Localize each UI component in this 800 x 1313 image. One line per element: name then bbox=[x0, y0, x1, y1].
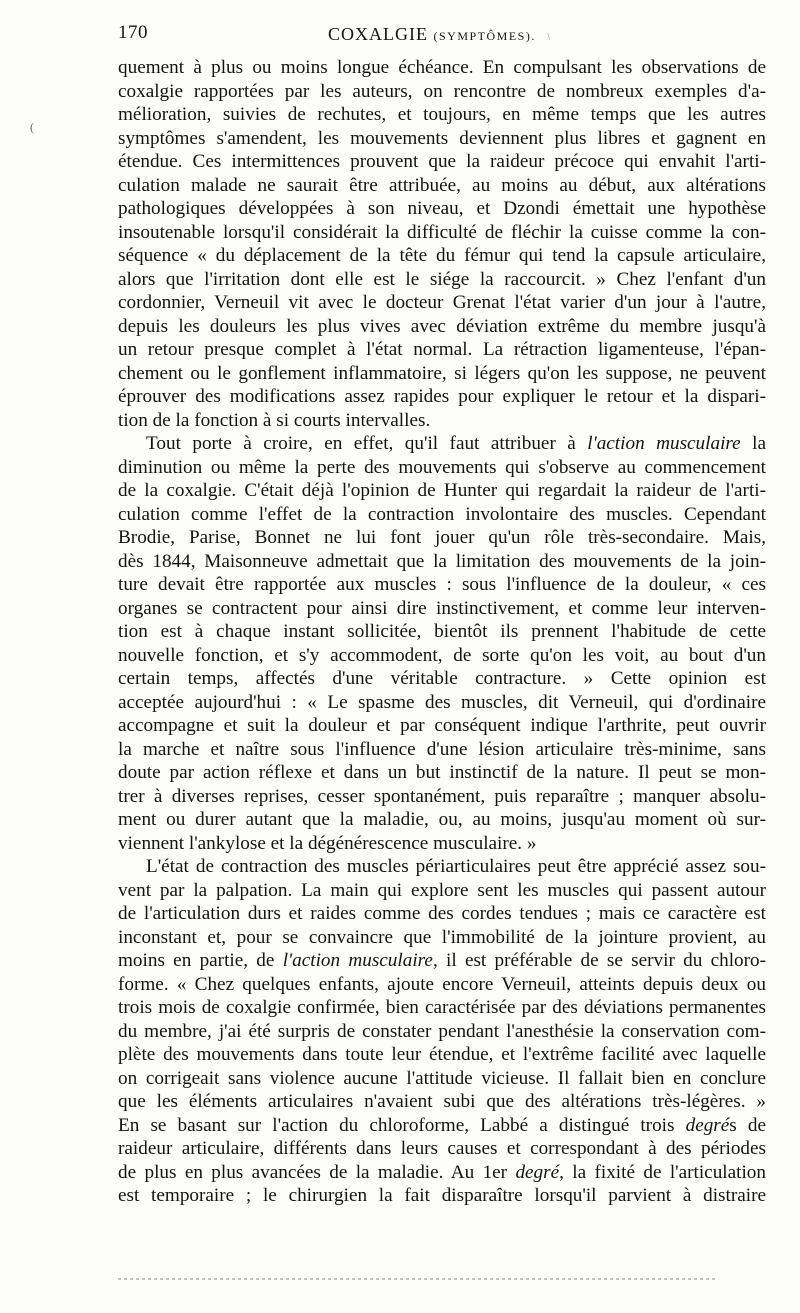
text-line: doute par action réflexe et dans un but instinctif de la nature. Il peut se mon- bbox=[118, 762, 766, 783]
text-line: quement à plus ou moins longue échéance. En compulsant les observations de bbox=[118, 57, 766, 78]
text-line: du membre, j'ai été surpris de constater pendant l'anesthésie la conservation com- bbox=[118, 1020, 766, 1042]
text-line: nouvelle fonction, et s'y accommodent, de sorte qu'on les voit, au bout d'un bbox=[118, 644, 766, 666]
text-line: tion de la fonction à si courts intervalles. bbox=[118, 409, 431, 431]
text-line: certain temps, affectés d'une véritable contracture. » Cette opinion est bbox=[118, 668, 766, 689]
text-line: ture devait être rapportée aux muscles : sous l'influence de la douleur, « ces bbox=[118, 574, 766, 595]
text-line: un retour presque complet à l'état normal. La rétraction ligamenteuse, l'épan- bbox=[118, 339, 766, 360]
text-line: viennent l'ankylose et la dégénérescence musculaire. » bbox=[118, 832, 537, 854]
text-line: Brodie, Parise, Bonnet ne lui font jouer qu'un rôle très-secondaire. Mais, bbox=[118, 527, 766, 548]
text-line: depuis les douleurs les plus vives avec déviation extrême du membre jusqu'à bbox=[118, 315, 766, 337]
paragraph-1 bbox=[118, 56, 766, 432]
bottom-bleed-line bbox=[118, 1278, 718, 1280]
text-line: Tout porte à croire, en effet, qu'il faut attribuer à l'action musculaire la bbox=[146, 433, 766, 454]
emphasis: degré bbox=[685, 1114, 730, 1136]
body-text bbox=[118, 56, 766, 1208]
paragraph-3 bbox=[118, 855, 766, 1208]
text-line: raideur articulaire, différents dans leurs causes et correspondant à des périodes bbox=[118, 1138, 766, 1159]
text-line: que les éléments articulaires n'avaient subi que des altérations très-légères. » bbox=[118, 1091, 766, 1112]
text-line: inconstant et, pour se convaincre que l'immobilité de la jointure provient, au bbox=[118, 926, 766, 948]
text-line: plète des mouvements dans toute leur étendue, et l'extrême facilité avec laquelle bbox=[118, 1044, 766, 1065]
text-line: dès 1844, Maisonneuve admettait que la limitation des mouvements de la join- bbox=[118, 550, 766, 572]
header-mark: \ bbox=[547, 32, 552, 43]
running-header bbox=[118, 22, 766, 56]
text-line: étendue. Ces intermittences prouvent que la raideur précoce qui envahit l'arti- bbox=[118, 151, 766, 172]
text-line: on corrigeait sans violence aucune l'attitude vicieuse. Il fallait bien en conclure bbox=[118, 1067, 766, 1089]
text-line: moins en partie, de l'action musculaire, il est préférable de se servir du chloro- bbox=[118, 950, 767, 971]
emphasis: l'action musculaire bbox=[587, 433, 741, 454]
text-line: diminution ou même la perte des mouvements qui s'observe au commencement bbox=[118, 456, 766, 478]
text-line: est temporaire ; le chirurgien la fait disparaître lorsqu'il parvient à distraire bbox=[118, 1185, 766, 1206]
text-line: insoutenable lorsqu'il considérait la difficulté de fléchir la cuisse comme la con- bbox=[118, 221, 766, 243]
text-line: En se basant sur l'action du chloroforme, Labbé a distingué trois degrés de bbox=[118, 1114, 766, 1136]
text-line: pathologiques développées à son niveau, et Dzondi émettait une hypothèse bbox=[118, 198, 766, 219]
running-title-main: COXALGIE bbox=[328, 24, 428, 44]
text-line: mélioration, suivies de rechutes, et toujours, en même temps que les autres bbox=[118, 104, 766, 125]
text-line: séquence « du déplacement de la tête du fémur qui tend la capsule articulaire, bbox=[118, 245, 766, 266]
text-line: culation comme l'effet de la contraction involontaire des muscles. Cependant bbox=[118, 503, 766, 525]
text-line: coxalgie rapportées par les auteurs, on rencontre de nombreux exemples d'a- bbox=[118, 80, 766, 102]
text-line: trer à diverses reprises, cesser spontanément, puis reparaître ; manquer absolu- bbox=[118, 785, 766, 807]
text-line: culation malade ne saurait être attribuée, au moins au début, aux altérations bbox=[118, 174, 766, 196]
text-line: vent par la palpation. La main qui explore sent les muscles qui passent autour bbox=[118, 879, 766, 901]
emphasis: l'action musculaire bbox=[282, 950, 433, 971]
running-title-sub: (SYMPTÔMES). bbox=[433, 29, 536, 43]
book-page bbox=[118, 22, 766, 1208]
text-line: acceptée aujourd'hui : « Le spasme des muscles, dit Verneuil, qui d'ordinaire bbox=[118, 691, 766, 713]
running-title bbox=[328, 24, 551, 45]
text-line: tion est à chaque instant sollicitée, bientôt ils prennent l'habitude de cette bbox=[118, 621, 766, 642]
text-line: organes se contractent pour ainsi dire instinctivement, et comme leur interven- bbox=[118, 597, 766, 619]
margin-mark: ( bbox=[30, 120, 34, 134]
text-line: accompagne et suit la douleur et par conséquent indique l'arthrite, peut ouvrir bbox=[118, 715, 766, 736]
text-line: trois mois de coxalgie confirmée, bien caractérisée par des déviations permanentes bbox=[118, 997, 766, 1018]
text-line: cordonnier, Verneuil vit avec le docteur Grenat l'état varier d'un jour à l'autre, bbox=[118, 292, 766, 313]
text-line: éprouver des modifications assez rapides pour expliquer le retour et la dispari- bbox=[118, 386, 766, 407]
text-line: L'état de contraction des muscles périarticulaires peut être apprécié assez sou- bbox=[146, 856, 766, 877]
text-line: forme. « Chez quelques enfants, ajoute encore Verneuil, atteints depuis deux ou bbox=[118, 973, 766, 995]
text-line: de plus en plus avancées de la maladie. Au 1er degré, la fixité de l'articulation bbox=[118, 1161, 766, 1183]
paragraph-2 bbox=[118, 432, 766, 855]
text-line: de la coxalgie. C'était déjà l'opinion de Hunter qui regardait la raideur de l'arti- bbox=[118, 480, 766, 501]
text-line: symptômes s'amendent, les mouvements deviennent plus libres et gagnent en bbox=[118, 127, 766, 149]
emphasis: degré bbox=[515, 1161, 560, 1183]
text-line: alors que l'irritation dont elle est le siége la raccourcit. » Chez l'enfant d'un bbox=[118, 268, 766, 290]
text-line: la marche et naître sous l'influence d'une lésion articulaire très-minime, sans bbox=[118, 738, 766, 760]
text-line: ment ou durer autant que la maladie, ou, au moins, jusqu'au moment où sur- bbox=[118, 809, 766, 830]
text-line: de l'articulation durs et raides comme des cordes tendues ; mais ce caractère est bbox=[118, 903, 766, 924]
text-line: chement ou le gonflement inflammatoire, si légers qu'on les suppose, ne peuvent bbox=[118, 362, 766, 384]
page-number: 170 bbox=[118, 22, 148, 43]
